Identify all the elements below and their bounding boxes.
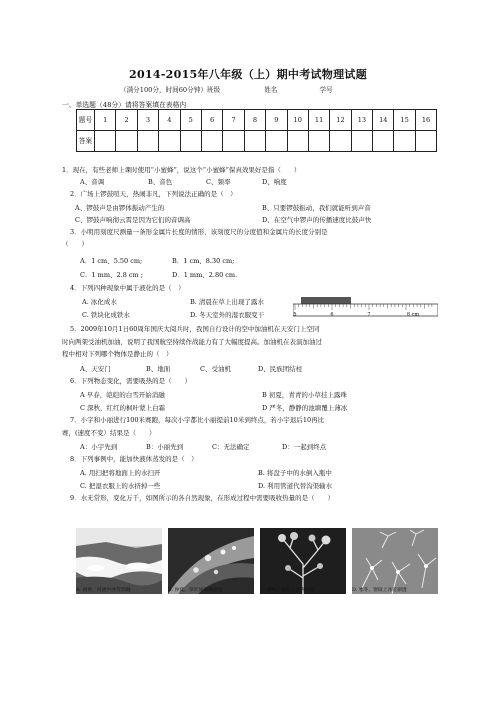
question-3-option-c: C．1 mm、2.8 cm ; — [80, 271, 143, 279]
question-3-stem: 3．小明用刻度尺测量一条形金属片长度的情形，该刻度尺的分度值和金属片的长度分别是 — [70, 228, 328, 236]
number-label: 学号 — [319, 86, 333, 94]
ruler-label-6: 6 — [330, 311, 334, 318]
answer-table — [76, 109, 437, 152]
answer-cell[interactable] — [95, 131, 116, 152]
answer-cell[interactable] — [373, 131, 394, 152]
photo-c-frost-on-branches — [260, 528, 346, 594]
answer-table-number: 14 — [373, 110, 394, 131]
question-2-option-b: B、只要锣鼓振动，我们就能听到声音 — [262, 204, 371, 212]
answer-table-number: 2 — [116, 110, 137, 131]
answer-table-answer-row — [77, 131, 437, 152]
question-1-option-d: D、响度 — [262, 178, 287, 186]
answer-table-head-answer: 答案 — [77, 131, 95, 152]
answer-table-number: 10 — [287, 110, 308, 131]
question-6-option-d: D 严冬，静静的池塘覆上薄冰 — [262, 404, 348, 412]
question-8-option-b: B. 将盘子中的水倒入瓶中 — [258, 469, 332, 477]
question-7-option-d: D：一起到终点 — [282, 443, 327, 451]
answer-table-number: 7 — [223, 110, 244, 131]
question-4-option-c: C. 铁块化成铁水 — [82, 311, 130, 319]
question-6-option-b: B 初夏，青青的小草挂上露珠 — [262, 391, 347, 399]
photo-b-caption: B. 仲夏，草叶间露珠晶莹 — [168, 588, 223, 593]
answer-cell[interactable] — [116, 131, 137, 152]
question-3-option-d: D．1 mm、2.80 cm. — [172, 271, 238, 279]
question-1-option-c: C、频率 — [206, 178, 231, 186]
question-6-option-a: A 早春，皑皑的白雪开始消融 — [80, 391, 165, 399]
question-4-option-b: B. 清晨在草上出现了露水 — [190, 298, 264, 306]
question-7-option-c: C：无法确定 — [212, 443, 250, 451]
answer-cell[interactable] — [351, 131, 372, 152]
answer-table-number-row — [77, 110, 437, 131]
question-9-stem: 9．水无常形，变化万千，如图所示的各自然现象，在形成过程中需要吸收热量的是（ ） — [70, 494, 335, 502]
name-label: 姓名 — [264, 86, 278, 94]
answer-table-number: 5 — [180, 110, 201, 131]
photo-a-caption: A. 初春，河流中冰雪消融 — [76, 588, 131, 593]
question-8-option-c: C. 把湿衣服上的水挤掉一些 — [80, 482, 161, 490]
score-time-class: （满分100分，时间60分钟）班级 — [120, 86, 221, 94]
question-5-option-c: C、受油机 — [200, 365, 231, 373]
question-5-option-a: A、天安门 — [80, 365, 111, 373]
question-1-stem: 1．现在，有些老师上课时使用“小蜜蜂”，说这个“小蜜蜂”保真效果好是指（ ） — [62, 166, 301, 174]
ruler-label-5: 5 — [293, 311, 297, 318]
answer-table-number: 15 — [394, 110, 415, 131]
question-3-option-b: B．1 cm、8.30 cm; — [172, 257, 235, 265]
photo-d-ice-flowers-window — [352, 528, 438, 594]
answer-cell[interactable] — [223, 131, 244, 152]
photo-b-dew-on-leaves — [168, 528, 254, 594]
answer-table-number: 4 — [159, 110, 180, 131]
photo-c-caption: C. 深秋，枝头上挂满白霜 — [260, 588, 315, 593]
answer-table-number: 8 — [244, 110, 265, 131]
question-2-option-c: C、锣鼓声响彻云霄是因为它们的音调高 — [75, 216, 191, 224]
ruler-label-8cm: 8 cm — [406, 311, 420, 318]
question-5-option-d: D、民族团结柱 — [258, 365, 303, 373]
question-2-option-a: A、锣鼓声是由锣体振动产生的 — [75, 204, 165, 212]
answer-cell[interactable] — [180, 131, 201, 152]
answer-table-number: 13 — [351, 110, 372, 131]
question-8-option-a: A. 用扫把将地面上的水扫开 — [80, 469, 161, 477]
answer-cell[interactable] — [330, 131, 351, 152]
question-5-stem-2: 时向两架受油机加油，说明了我国航空持续作战能力有了大幅度提高。加油机在表演加油过 — [62, 338, 322, 346]
answer-table-number: 9 — [266, 110, 287, 131]
question-1-option-b: B、音色 — [148, 178, 173, 186]
question-8-option-d: D. 利用管道代替沟渠输水 — [258, 482, 333, 490]
question-3-stem-2: （ ） — [62, 240, 88, 248]
question-6-option-c: C 深秋，红红的枫叶蒙上白霜 — [80, 404, 166, 412]
question-1-option-a: A、音调 — [80, 178, 105, 186]
answer-table-number: 11 — [308, 110, 329, 131]
answer-cell[interactable] — [201, 131, 222, 152]
answer-table-number: 1 — [95, 110, 116, 131]
answer-cell[interactable] — [394, 131, 415, 152]
section-heading-single-choice: 一、单选题（48分）请将答案填在表格内 — [62, 101, 187, 109]
question-7-stem-2: 赛，(速度不变）结果是（ ） — [62, 429, 156, 437]
question-5-option-b: B、地面 — [146, 365, 171, 373]
answer-table-number: 6 — [201, 110, 222, 131]
question-4-option-d: D. 冬天室外的湿衣服变干 — [190, 311, 265, 319]
exam-subtitle — [120, 84, 355, 94]
answer-table-number: 12 — [330, 110, 351, 131]
question-5-stem-3: 程中相对下列哪个物体是静止的（ ） — [62, 350, 173, 358]
question-8-stem: 8．下列事例中，能加快液体蒸发的是（ ） — [70, 455, 198, 463]
answer-table-head-number: 题号 — [77, 110, 95, 131]
answer-cell[interactable] — [244, 131, 265, 152]
question-7-stem: 7．小宇和小丽进行100米赛跑，每次小宇都比小丽提前10米到终点，若小宇退后10再比 — [70, 416, 325, 424]
answer-cell[interactable] — [266, 131, 287, 152]
question-5-stem: 5．2009年10月1日60周年国庆大阅兵时，我国自行设计的空中加油机在天安门上空同 — [70, 325, 320, 333]
answer-table-number: 3 — [137, 110, 158, 131]
ruler-label-7: 7 — [367, 311, 371, 318]
exam-title: 2014-2015年八年级（上）期中考试物理试题 — [129, 68, 367, 81]
answer-cell[interactable] — [137, 131, 158, 152]
answer-cell[interactable] — [308, 131, 329, 152]
metal-strip — [301, 297, 351, 304]
photo-d-caption: D. 寒冬，窗玻上冰花剔透 — [352, 588, 407, 593]
photo-a-melting-ice-river — [76, 528, 162, 594]
answer-cell[interactable] — [287, 131, 308, 152]
question-7-option-b: B：小丽先到 — [146, 443, 184, 451]
question-4-option-a: A. 冰化成水 — [82, 298, 117, 306]
question-3-option-a: A．1 cm、5.50 cm; — [80, 257, 143, 265]
ruler-figure — [293, 297, 438, 319]
question-7-option-a: A：小宇先到 — [80, 443, 118, 451]
answer-cell[interactable] — [415, 131, 436, 152]
answer-cell[interactable] — [159, 131, 180, 152]
question-4-stem: 4．下列四种现象中属于液化的是（ ） — [70, 284, 185, 292]
answer-table-number: 16 — [415, 110, 436, 131]
question-6-stem: 6．下列物态变化，需要吸热的是（ ） — [70, 377, 192, 385]
question-2-option-d: D、在空气中锣声的传播速度比鼓声快 — [262, 216, 372, 224]
question-2-stem: 2．广场上锣鼓喧天，热闹非凡，下列说法正确的是（ ） — [70, 190, 237, 198]
